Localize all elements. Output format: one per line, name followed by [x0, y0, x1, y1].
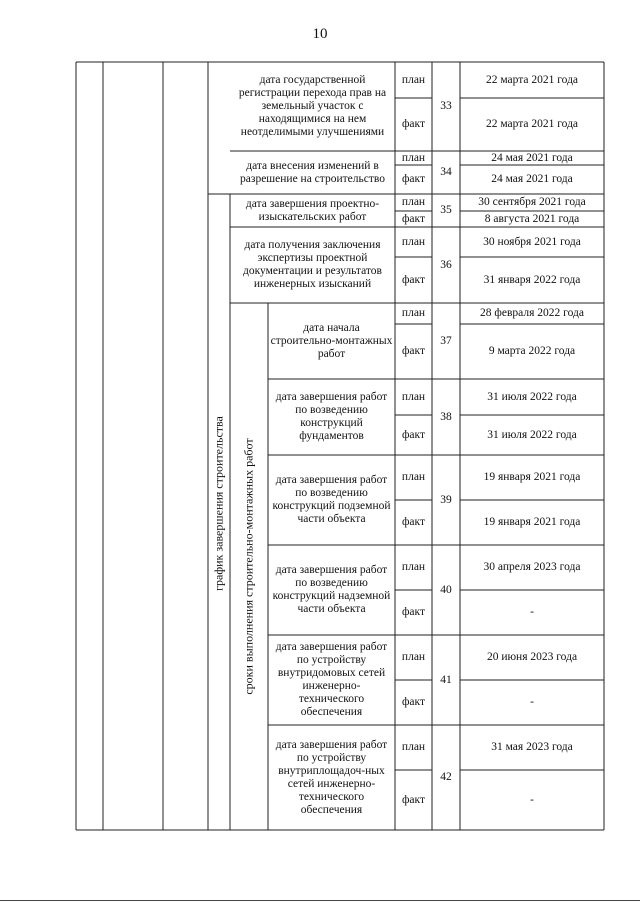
stage-number: 42 — [440, 771, 452, 783]
stage-description: дата завершения проектно-изыскательских работ — [245, 197, 380, 223]
bottom-rule — [0, 900, 640, 901]
stage-number: 39 — [440, 493, 452, 506]
stage-description: дата завершения работ по возведению конструкций подземной части объекта — [272, 474, 391, 525]
stage-description: дата завершения работ по возведению конструкций фундаментов — [275, 391, 388, 442]
plan-date: 30 сентября 2021 года — [478, 196, 586, 208]
stage-number: 38 — [440, 410, 452, 423]
fact-date: 31 января 2022 года — [483, 273, 581, 286]
plan-date: 30 ноября 2021 года — [483, 235, 581, 248]
plan-label: план — [401, 151, 426, 164]
fact-label: факт — [401, 345, 426, 357]
fact-label: факт — [401, 606, 426, 618]
stage-number: 37 — [440, 334, 452, 347]
fact-label: факт — [401, 118, 426, 130]
stage-number: 34 — [440, 166, 452, 178]
fact-label: факт — [401, 696, 426, 708]
plan-label: план — [401, 561, 426, 573]
plan-date: 19 января 2021 года — [483, 471, 581, 483]
plan-label: план — [401, 390, 426, 403]
plan-label: план — [401, 235, 426, 248]
plan-date: 31 мая 2023 года — [491, 741, 573, 753]
page-number: 10 — [312, 26, 328, 42]
stage-description: дата государственной регистрации перехода прав на земельный участок с находящимися на нем неотделимыми улучшениями — [238, 74, 387, 138]
fact-label: факт — [401, 793, 426, 806]
fact-label: факт — [401, 273, 426, 286]
plan-date: 28 февраля 2022 года — [480, 307, 584, 319]
fact-label: факт — [401, 516, 426, 528]
stage-description: дата завершения работ по возведению конструкций надземной части объекта — [272, 564, 391, 615]
fact-date: - — [530, 606, 534, 618]
plan-label: план — [401, 307, 426, 319]
stage-description: дата внесения изменений в разрешение на строительство — [240, 159, 385, 185]
stage-number: 36 — [440, 258, 452, 271]
plan-label: план — [401, 73, 426, 86]
fact-date: 22 марта 2021 года — [485, 118, 579, 130]
plan-date: 30 апреля 2023 года — [483, 561, 581, 573]
stage-number: 40 — [440, 583, 452, 596]
works-header: сроки выполнения строительно-монтажных работ — [241, 437, 256, 695]
plan-date: 31 июля 2022 года — [487, 390, 577, 403]
stage-description: дата получения заключения экспертизы проектной документации и результатов инженерных изысканий — [243, 239, 382, 290]
fact-date: 24 мая 2021 года — [491, 173, 573, 185]
stage-description: дата начала строительно-монтажных работ — [270, 321, 393, 360]
plan-label: план — [401, 741, 426, 753]
plan-date: 24 мая 2021 года — [491, 151, 573, 164]
plan-date: 22 марта 2021 года — [485, 73, 579, 86]
stage-description: дата завершения работ по устройству внутридомовых сетей инженерно-технического обеспечения — [275, 641, 388, 718]
plan-label: план — [401, 651, 426, 663]
fact-label: факт — [401, 428, 426, 441]
stage-number: 41 — [440, 673, 452, 686]
stage-number: 33 — [440, 100, 452, 112]
fact-date: 31 июля 2022 года — [487, 428, 577, 441]
plan-date: 20 июня 2023 года — [486, 651, 578, 663]
fact-date: 9 марта 2022 года — [488, 345, 576, 357]
fact-date: - — [530, 696, 534, 708]
plan-label: план — [401, 471, 426, 483]
stage-description: дата завершения работ по устройству внутриплощадоч-ных сетей инженерно-технического обеспечения — [275, 738, 388, 816]
schedule-header: график завершения строительства — [211, 416, 226, 591]
fact-date: 8 августа 2021 года — [484, 212, 580, 225]
fact-date: - — [530, 793, 534, 806]
fact-label: факт — [401, 173, 426, 185]
fact-label: факт — [401, 212, 426, 225]
stage-number: 35 — [440, 204, 452, 216]
plan-label: план — [401, 196, 426, 208]
fact-date: 19 января 2021 года — [483, 516, 581, 528]
